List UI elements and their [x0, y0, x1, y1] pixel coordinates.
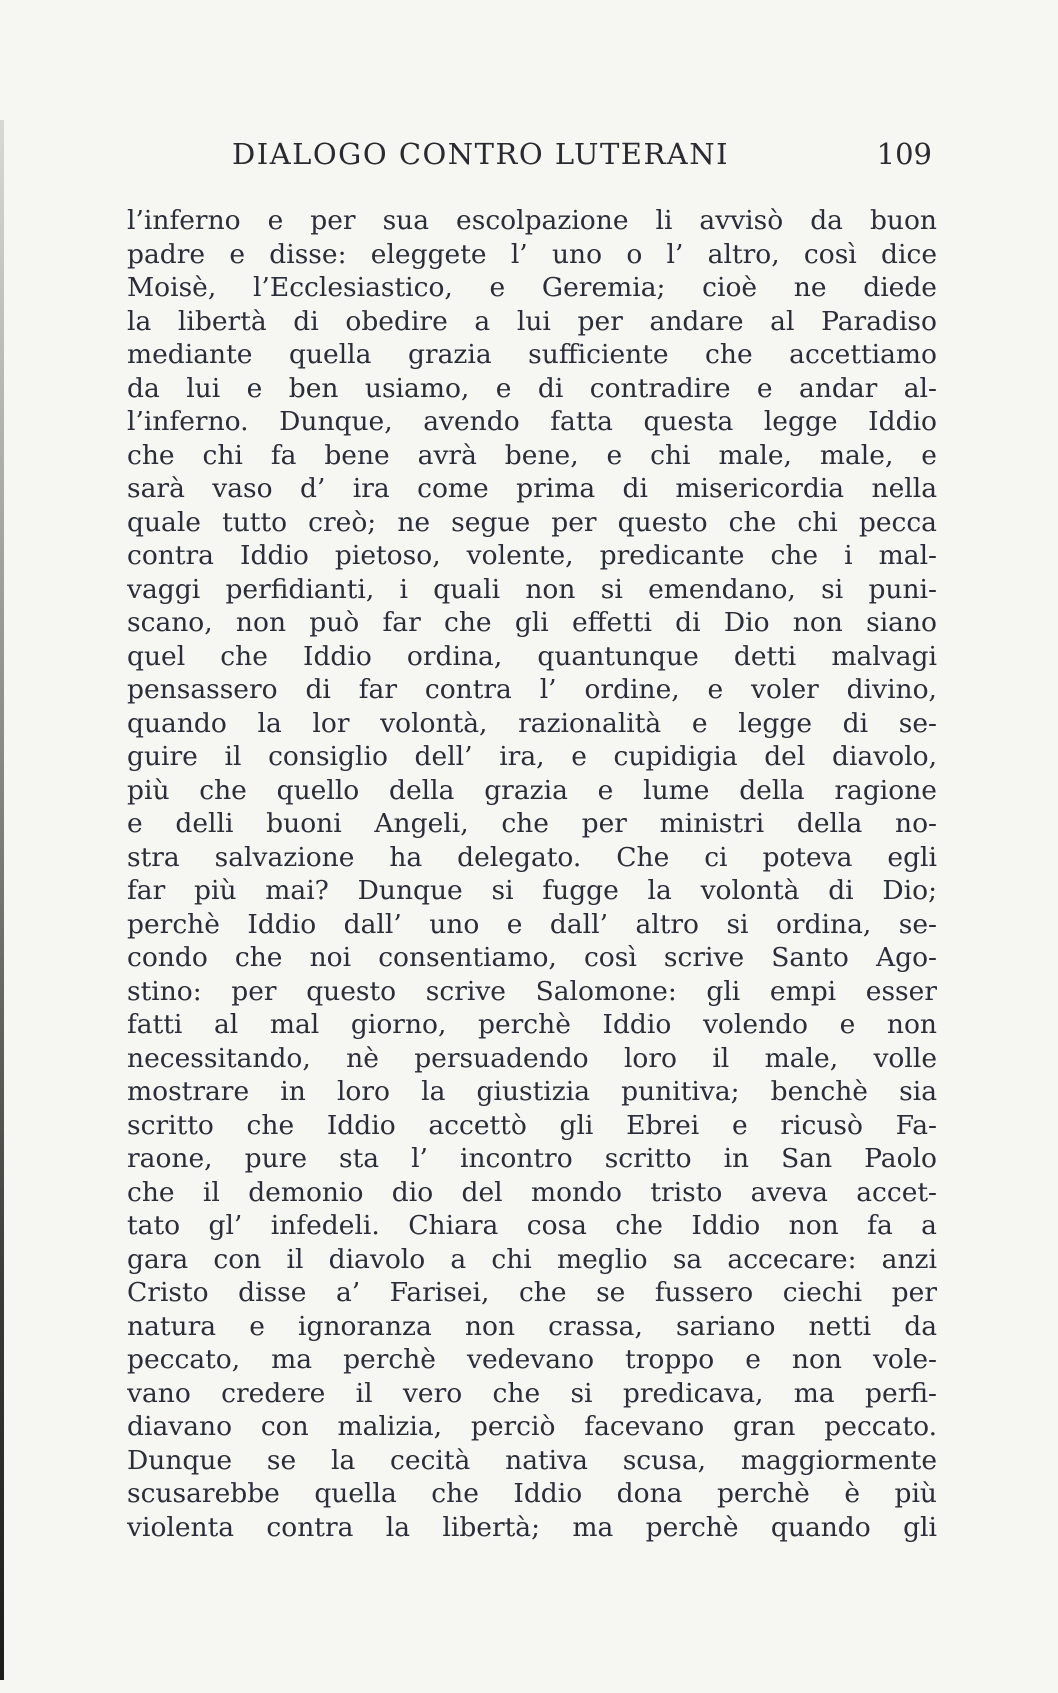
running-title: DIALOGO CONTRO LUTERANI — [232, 137, 730, 171]
page-edge-shadow — [0, 120, 4, 1680]
text-line: scano, non può far che gli effetti di Dio non siano — [127, 607, 937, 638]
text-line: quando la lor volontà, razionalità e legge di se- — [127, 707, 937, 739]
text-line: perchè Iddio dall’ uno e dall’ altro si ordina, se- — [127, 908, 937, 940]
text-line: da lui e ben usiamo, e di contradire e andar al- — [127, 372, 937, 404]
text-line: natura e ignoranza non crassa, sariano netti da — [127, 1310, 937, 1342]
text-line: gara con il diavolo a chi meglio sa accecare: anzi — [127, 1243, 937, 1275]
text-line: mediante quella grazia sufficiente che accettiamo — [127, 339, 937, 370]
text-line: quale tutto creò; ne segue per questo che chi pecca — [127, 506, 937, 538]
text-line: scritto che Iddio accettò gli Ebrei e ricusò Fa- — [127, 1109, 937, 1141]
text-line: Dunque se la cecità nativa scusa, maggiormente — [127, 1444, 937, 1476]
text-line: pensassero di far contra l’ ordine, e voler divino, — [127, 674, 937, 705]
text-line: la libertà di obedire a lui per andare al Paradiso — [127, 305, 937, 337]
text-line: l’inferno. Dunque, avendo fatta questa legge Iddio — [127, 406, 937, 437]
page-header — [232, 132, 932, 176]
text-line: padre e disse: eleggete l’ uno o l’ altro, così dice — [127, 238, 937, 270]
text-line: vano credere il vero che si predicava, ma perfi- — [127, 1377, 937, 1409]
text-line: e delli buoni Angeli, che per ministri della no- — [127, 808, 937, 839]
text-line: fatti al mal giorno, perchè Iddio volendo e non — [127, 1009, 937, 1040]
text-line: quel che Iddio ordina, quantunque detti malvagi — [127, 640, 937, 672]
text-line: stra salvazione ha delegato. Che ci poteva egli — [127, 841, 937, 873]
text-line: raone, pure sta l’ incontro scritto in San Paolo — [127, 1143, 937, 1174]
page-number: 109 — [876, 137, 932, 171]
text-line: Cristo disse a’ Farisei, che se fussero ciechi per — [127, 1277, 937, 1308]
text-line: sarà vaso d’ ira come prima di misericordia nella — [127, 473, 937, 504]
text-line: più che quello della grazia e lume della ragione — [127, 774, 937, 806]
text-line: scusarebbe quella che Iddio dona perchè è più — [127, 1478, 937, 1509]
text-line: condo che noi consentiamo, così scrive Santo Ago- — [127, 942, 937, 973]
text-line: vaggi perfidianti, i quali non si emendano, si puni- — [127, 573, 937, 605]
text-line: peccato, ma perchè vedevano troppo e non vole- — [127, 1344, 937, 1375]
text-line: diavano con malizia, perciò facevano gran peccato. — [127, 1411, 937, 1442]
text-line: Moisè, l’Ecclesiastico, e Geremia; cioè ne diede — [127, 272, 937, 303]
text-line: che chi fa bene avrà bene, e chi male, male, e — [127, 439, 937, 471]
text-line: contra Iddio pietoso, volente, predicante che i mal- — [127, 540, 937, 571]
text-line: l’inferno e per sua escolpazione li avvisò da buon — [127, 205, 937, 236]
text-line: stino: per questo scrive Salomone: gli empi esser — [127, 975, 937, 1007]
text-line: violenta contra la libertà; ma perchè quando gli — [127, 1511, 937, 1543]
body-text — [127, 204, 937, 1544]
text-line: far più mai? Dunque si fugge la volontà di Dio; — [127, 875, 937, 906]
text-line: guire il consiglio dell’ ira, e cupidigia del diavolo, — [127, 741, 937, 772]
text-line: necessitando, nè persuadendo loro il male, volle — [127, 1042, 937, 1074]
text-line: tato gl’ infedeli. Chiara cosa che Iddio non fa a — [127, 1210, 937, 1241]
text-line: mostrare in loro la giustizia punitiva; benchè sia — [127, 1076, 937, 1107]
text-line: che il demonio dio del mondo tristo aveva accet- — [127, 1176, 937, 1208]
